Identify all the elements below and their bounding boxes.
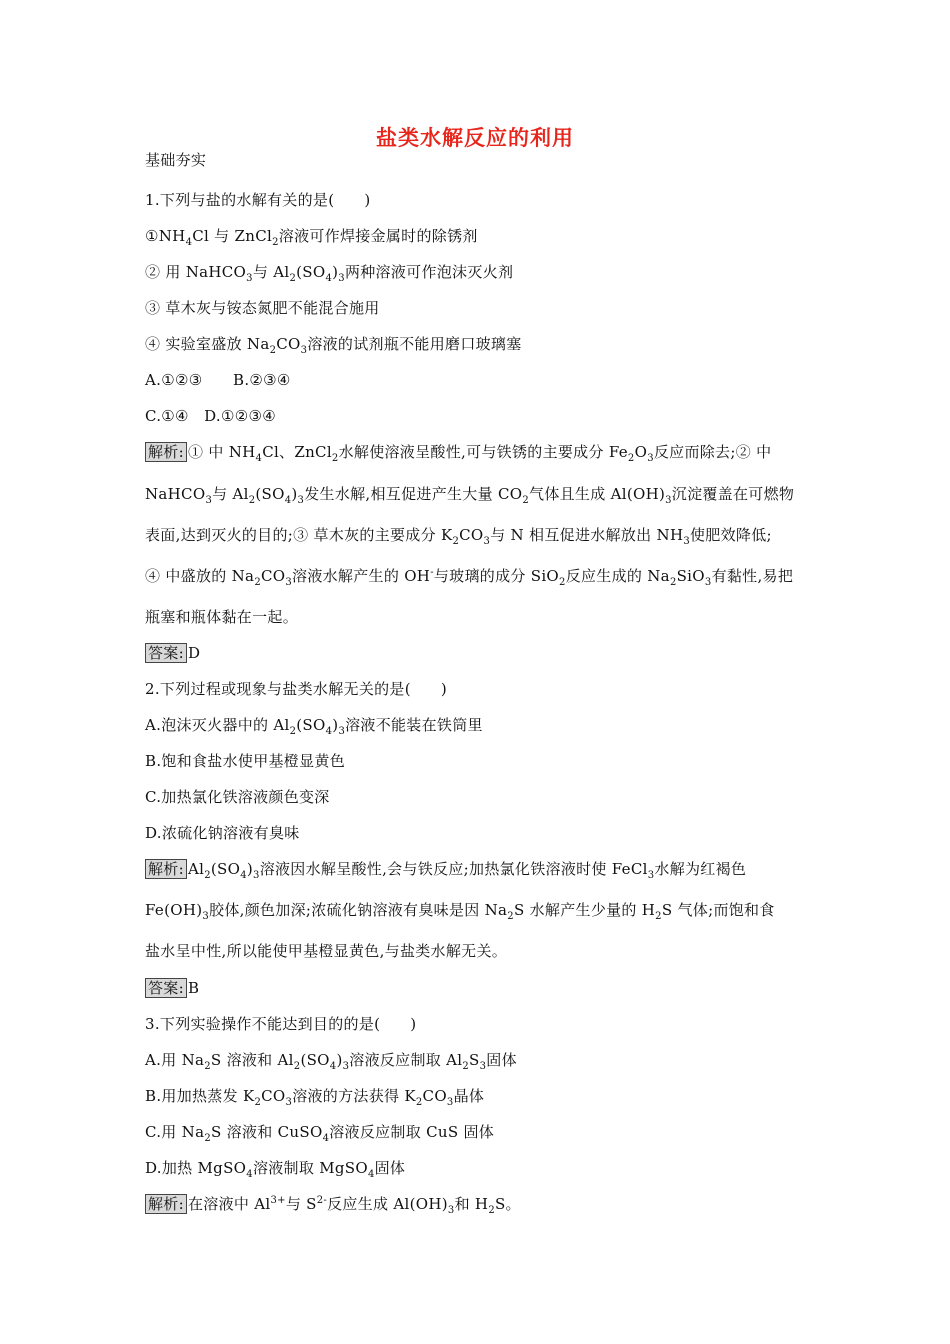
analysis-label: 解析: xyxy=(145,859,187,879)
q1-item-1: $①NH_4Cl$ 与 ZnCl$_2$溶液可作焊接金属时的除锈剂 xyxy=(145,227,478,248)
q1-analysis-line-3: 表面,达到灭火的目的;③ 草木灰的主要成分 $K_2CO_3$与 N 相互促进水解放出 $NH_3$使肥效降低; xyxy=(145,526,772,547)
page-title: 盐类水解反应的利用 xyxy=(376,126,574,150)
q1-item-3: ③ 草木灰与铵态氮肥不能混合施用 xyxy=(145,299,380,317)
q1-analysis-line-2: NaHCO$_3$与 $Al_2(SO_4)_3$发生水解,相互促进产生大量 $CO_2$气体且生成 $Al(OH)_3$沉淀覆盖在可燃物 xyxy=(145,485,795,506)
q1-choices-cd: C.①④ D.①②③④ xyxy=(145,407,276,425)
q2-answer-value: B xyxy=(187,979,200,997)
q2-option-c: C.加热氯化铁溶液颜色变深 xyxy=(145,788,330,806)
q1-stem: 1.下列与盐的水解有关的是( ) xyxy=(145,191,371,209)
q1-answer xyxy=(145,643,200,663)
analysis-label: 解析: xyxy=(145,1194,187,1214)
q1-analysis-line-1: 解析: ① 中 $NH_4Cl$、ZnCl$_2$水解使溶液呈酸性,可与铁锈的主要成分 $Fe_2O_3$反应而除去;② 中 xyxy=(145,442,771,462)
q1-analysis-line-5: 瓶塞和瓶体黏在一起。 xyxy=(145,608,299,626)
analysis-label: 解析: xyxy=(145,442,187,462)
answer-label: 答案: xyxy=(145,643,187,663)
q2-analysis-line-2: $Fe(OH)_3$胶体,颜色加深;浓硫化钠溶液有臭味是因 $Na_2S$ 水解产生少量的 $H_2S$ 气体;而饱和食 xyxy=(145,901,775,922)
q2-analysis-line-3: 盐水呈中性,所以能使甲基橙显黄色,与盐类水解无关。 xyxy=(145,942,508,960)
q3-option-a: A.用 $Na_2S$ 溶液和 $Al_2(SO_4)_3$溶液反应制取 $Al_2S_3$固体 xyxy=(145,1051,517,1072)
q1-choices-ab: A.①②③ B.②③④ xyxy=(145,371,291,389)
q1-item-2: ② 用 NaHCO$_3$与 $Al_2(SO_4)_3$两种溶液可作泡沫灭火剂 xyxy=(145,263,514,284)
q3-option-d: D.加热 MgSO$_4$溶液制取 MgSO$_4$固体 xyxy=(145,1159,406,1180)
q3-analysis-line-1: 解析: 在溶液中 $Al^{3+}$与 $S^{2-}$反应生成 $Al(OH)_3$和 $H_2S$。 xyxy=(145,1194,521,1214)
q1-analysis-line-4: ④ 中盛放的 $Na_2CO_3$溶液水解产生的 OH-与玻璃的成分 SiO$_2$反应生成的 $Na_2SiO_3$有黏性,易把 xyxy=(145,567,794,588)
answer-label: 答案: xyxy=(145,978,187,998)
section-heading: 基础夯实 xyxy=(145,151,207,169)
q2-answer xyxy=(145,978,199,998)
q2-option-d: D.浓硫化钠溶液有臭味 xyxy=(145,824,300,842)
q2-option-b: B.饱和食盐水使甲基橙显黄色 xyxy=(145,752,345,770)
q2-option-a: A.泡沫灭火器中的 $Al_2(SO_4)_3$溶液不能装在铁筒里 xyxy=(145,716,483,737)
q1-item-4: ④ 实验室盛放 $Na_2CO_3$溶液的试剂瓶不能用磨口玻璃塞 xyxy=(145,335,522,356)
q3-option-c: C.用 $Na_2S$ 溶液和 CuSO$_4$溶液反应制取 CuS 固体 xyxy=(145,1123,495,1144)
q2-analysis-line-1: 解析: $Al_2(SO_4)_3$溶液因水解呈酸性,会与铁反应;加热氯化铁溶液时使 FeCl$_3$水解为红褐色 xyxy=(145,859,746,879)
q3-stem: 3.下列实验操作不能达到目的的是( ) xyxy=(145,1015,417,1033)
q1-answer-value: D xyxy=(187,644,201,662)
q3-option-b: B.用加热蒸发 $K_2CO_3$溶液的方法获得 $K_2CO_3$晶体 xyxy=(145,1087,485,1108)
q2-stem: 2.下列过程或现象与盐类水解无关的是( ) xyxy=(145,680,448,698)
